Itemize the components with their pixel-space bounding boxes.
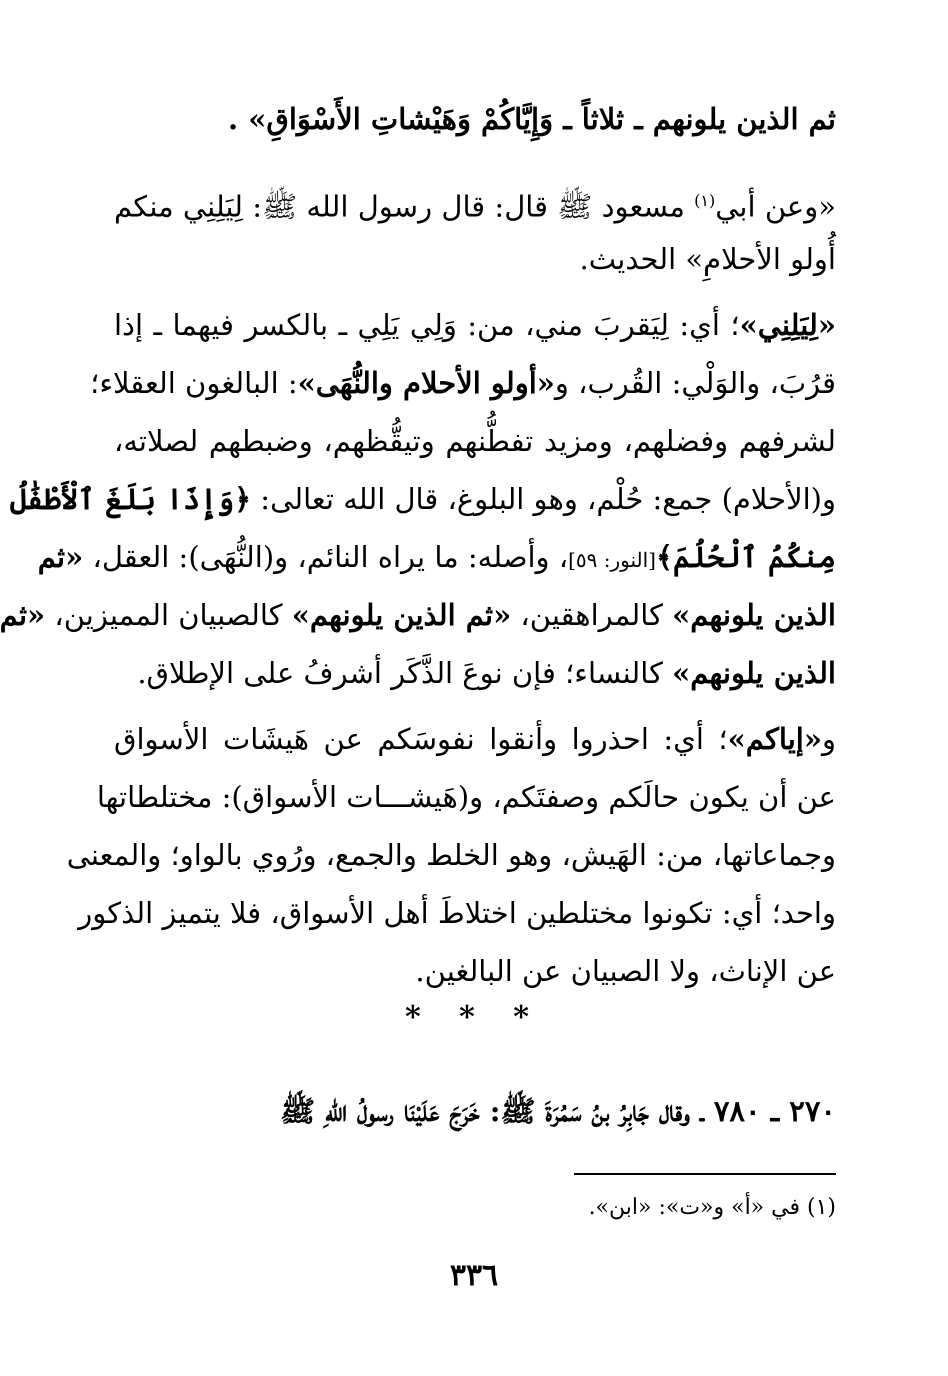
text-line-8 bbox=[37, 528, 836, 589]
bold-term: «ثم bbox=[37, 540, 84, 574]
text-line-11 bbox=[114, 710, 836, 768]
bold-term: «إياكم» bbox=[727, 722, 822, 756]
text-line-9 bbox=[0, 586, 836, 644]
text-span: ؛ أي: لِيَقربَ مني، من: وَلِي يَلِي ـ بالكسر فيهما ـ إذا bbox=[114, 308, 740, 342]
text-span: عن أن يكون حالَكم وصفتَكم، و(هَيشـــات الأسواق): مختلطاتها bbox=[96, 780, 836, 814]
text-span: وجماعاتها، من: الهَيش، وهو الخلط والجمع، ورُوي بالواو؛ والمعنى bbox=[66, 838, 836, 872]
quran-verse: مِنكُمُ ٱلْحُلُمَ﴾ bbox=[655, 540, 836, 574]
section-separator: * * * bbox=[405, 1000, 543, 1035]
bold-term: «أولو الأحلام والنُّهَى» bbox=[297, 366, 555, 400]
text-span: عن الإناث، ولا الصبيان عن البالغين. bbox=[415, 954, 836, 988]
text-line-16 bbox=[114, 1082, 836, 1140]
text-span: : البالغون العقلاء؛ bbox=[90, 366, 298, 400]
text-span: واحد؛ أي: تكونوا مختلطين اختلاطَ أهل الأسواق، فلا يتميز الذكور bbox=[78, 896, 836, 930]
text-line-12 bbox=[96, 768, 836, 826]
text-line-15 bbox=[114, 942, 836, 1000]
footnote: (١) في «أ» و«ت»: «ابن». bbox=[588, 1195, 836, 1220]
text-span: و(الأحلام) جمع: حُلْم، وهو البلوغ، قال الله تعالى: bbox=[251, 482, 836, 516]
text-line-5 bbox=[90, 354, 836, 412]
bold-term: الذين يلونهم» bbox=[672, 656, 836, 690]
bold-term: الذين يلونهم» bbox=[672, 598, 836, 632]
verse-reference: [النور: ٥٩] bbox=[568, 548, 656, 572]
hadith-heading: ٢٧٠ ـ ٧٨٠ ـ وقال جَابِرُ بنُ سَمُرَةَ ﷺ: خَرَجَ عَلَيْنَا رسولُ اللهِ ﷺ bbox=[280, 1094, 836, 1128]
bold-term: «لِيَلِنِي» bbox=[739, 308, 836, 342]
text-line-6 bbox=[114, 412, 836, 470]
text-span: و bbox=[821, 722, 836, 756]
text-span: كالمراهقين، bbox=[511, 598, 673, 632]
text-line-13 bbox=[66, 826, 836, 884]
text-span: مسعود ﷺ قال: قال رسول الله ﷺ: لِيَلِنِي منكم bbox=[114, 189, 695, 224]
text-line-4 bbox=[114, 296, 836, 354]
text-line-1 bbox=[114, 90, 836, 148]
text-span: ، وأصله: ما يراه النائم، و(النُّهَى): العقل، bbox=[83, 540, 569, 574]
text-span: ؛ أي: احذروا وأنقوا نفوسَكم عن هَيشَات الأسواق bbox=[114, 722, 728, 756]
text-line-10 bbox=[114, 644, 836, 702]
text-line-3 bbox=[114, 230, 836, 288]
text-span: لشرفهم وفضلهم، ومزيد تفطُّنهم وتيقُّظهم، وضبطهم لصلاته، bbox=[114, 424, 836, 458]
text-span: كالصبيان المميزين، bbox=[45, 598, 292, 632]
text-line-2 bbox=[114, 172, 836, 236]
footnote-marker: (١) bbox=[694, 191, 716, 210]
bold-term: «ثم الذين يلونهم» bbox=[291, 598, 512, 632]
quran-verse: ﴿وَإِذَا بَلَغَ ٱلْأَطْفَٰلُ bbox=[10, 482, 252, 516]
bold-term: «ثم bbox=[0, 598, 46, 632]
footnote-divider bbox=[574, 1173, 836, 1175]
text-span: أُولو الأحلامِ» الحديث. bbox=[579, 242, 836, 276]
text-line-7 bbox=[10, 470, 836, 528]
page-number: ٣٣٦ bbox=[449, 1258, 499, 1293]
text-span: قرُبَ، والوَلْي: القُرب، و bbox=[554, 366, 836, 400]
hadith-continuation: ثم الذين يلونهم ـ ثلاثاً ـ وَإِيَّاكُمْ وَهَيْشاتِ الأَسْوَاقِ» . bbox=[228, 102, 836, 136]
text-line-14 bbox=[78, 884, 836, 942]
text-span: «وعن أبي bbox=[715, 189, 836, 224]
text-span: كالنساء؛ فإن نوعَ الذَّكَر أشرفُ على الإطلاق. bbox=[137, 656, 673, 690]
